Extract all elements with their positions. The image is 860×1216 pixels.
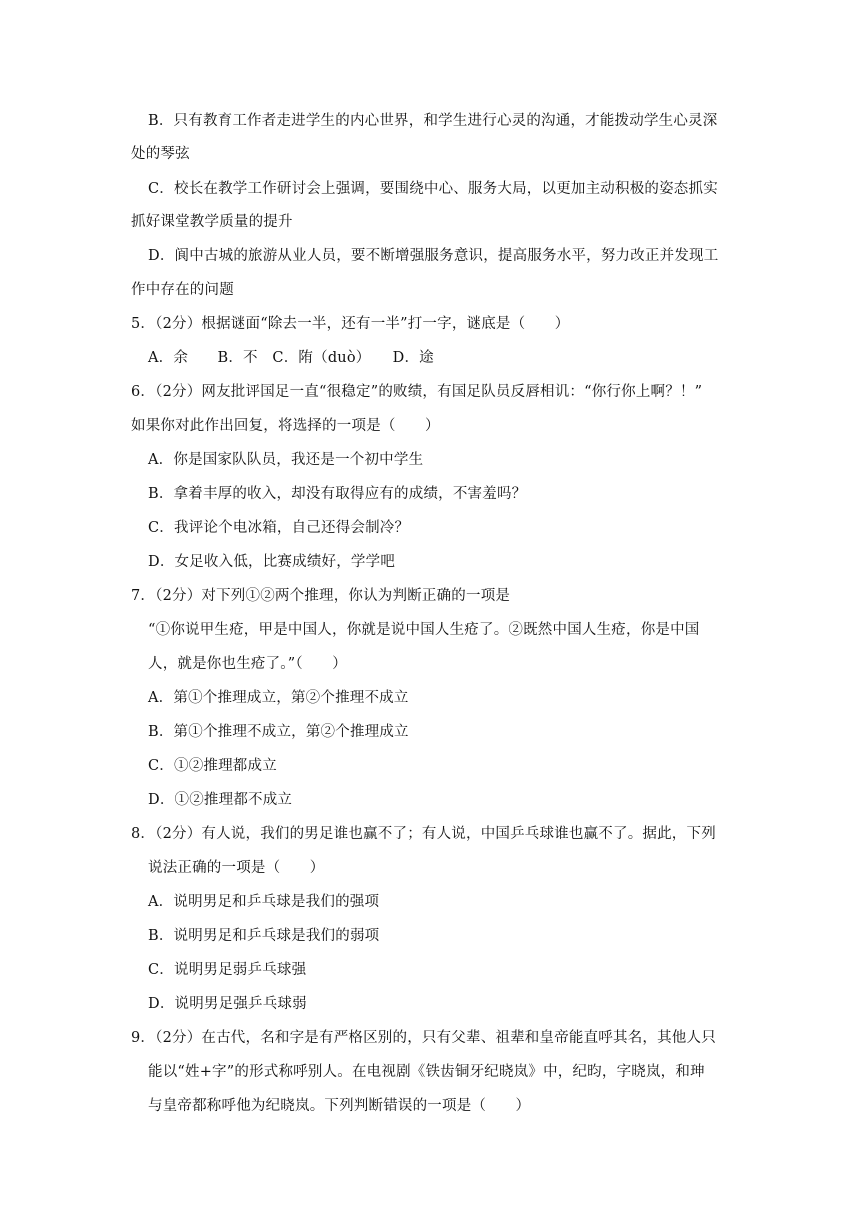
q6-option-d: D．女足收入低，比赛成绩好，学学吧 — [148, 554, 396, 570]
q5-stem: 5．（2分）根据谜面“除去一半，还有一半”打一字，谜底是（ ） — [131, 316, 570, 332]
q9-stem-line-2: 能以“姓+字”的形式称呼别人。在电视剧《铁齿铜牙纪晓岚》中，纪昀，字晓岚，和珅 — [148, 1064, 705, 1080]
q7-option-d: D．①②推理都不成立 — [148, 792, 293, 808]
q4-option-b-line-2: 处的琴弦 — [131, 146, 190, 162]
q5-options: A．余 B．不 C．陏（duò） D．途 — [148, 350, 434, 366]
q7-stem-line-3: 人，就是你也生疮了。”（ ） — [148, 656, 347, 672]
q6-stem-line-2: 如果你对此作出回复，将选择的一项是（ ） — [131, 418, 440, 434]
q4-option-c-line-2: 抓好课堂教学质量的提升 — [131, 214, 293, 230]
q4-option-b-line-1: B．只有教育工作者走进学生的内心世界，和学生进行心灵的沟通，才能拨动学生心灵深 — [148, 113, 718, 129]
q7-stem-line-2: “①你说甲生疮，甲是中国人，你就是说中国人生疮了。②既然中国人生疮，你是中国 — [148, 622, 700, 638]
q9-stem-line-3: 与皇帝都称呼他为纪晓岚。下列判断错误的一项是（ ） — [148, 1098, 531, 1114]
q4-option-d-line-2: 作中存在的问题 — [131, 282, 234, 298]
q7-stem-line-1: 7．（2分）对下列①②两个推理，你认为判断正确的一项是 — [131, 588, 511, 604]
q6-option-a: A．你是国家队队员，我还是一个初中学生 — [148, 452, 424, 468]
q7-option-c: C．①②推理都成立 — [148, 758, 277, 774]
q8-option-b: B．说明男足和乒乓球是我们的弱项 — [148, 928, 380, 944]
q4-option-c-line-1: C．校长在教学工作研讨会上强调，要围绕中心、服务大局，以更加主动积极的姿态抓实 — [148, 181, 718, 197]
q4-option-d-line-1: D．阆中古城的旅游从业人员，要不断增强服务意识，提高服务水平，努力改正并发现工 — [148, 248, 719, 264]
q8-option-a: A．说明男足和乒乓球是我们的强项 — [148, 894, 380, 910]
q8-stem-line-2: 说法正确的一项是（ ） — [148, 860, 325, 876]
q6-option-c: C．我评论个电冰箱，自己还得会制冷？ — [148, 520, 410, 536]
q6-stem-line-1: 6．（2分）网友批评国足一直“很稳定”的败绩，有国足队员反唇相讥：“你行你上啊？！” — [131, 384, 703, 400]
q8-stem-line-1: 8．（2分）有人说，我们的男足谁也赢不了；有人说，中国乒乓球谁也赢不了。据此，下列 — [131, 826, 716, 842]
q8-option-d: D．说明男足强乒乓球弱 — [148, 996, 307, 1012]
q7-option-b: B．第①个推理不成立，第②个推理成立 — [148, 724, 409, 740]
q6-option-b: B．拿着丰厚的收入，却没有取得应有的成绩，不害羞吗？ — [148, 486, 527, 502]
q8-option-c: C．说明男足弱乒乓球强 — [148, 962, 307, 978]
q7-option-a: A．第①个推理成立，第②个推理不成立 — [148, 690, 409, 706]
q9-stem-line-1: 9．（2分）在古代，名和字是有严格区别的，只有父辈、祖辈和皇帝能直呼其名，其他人只 — [131, 1030, 716, 1046]
